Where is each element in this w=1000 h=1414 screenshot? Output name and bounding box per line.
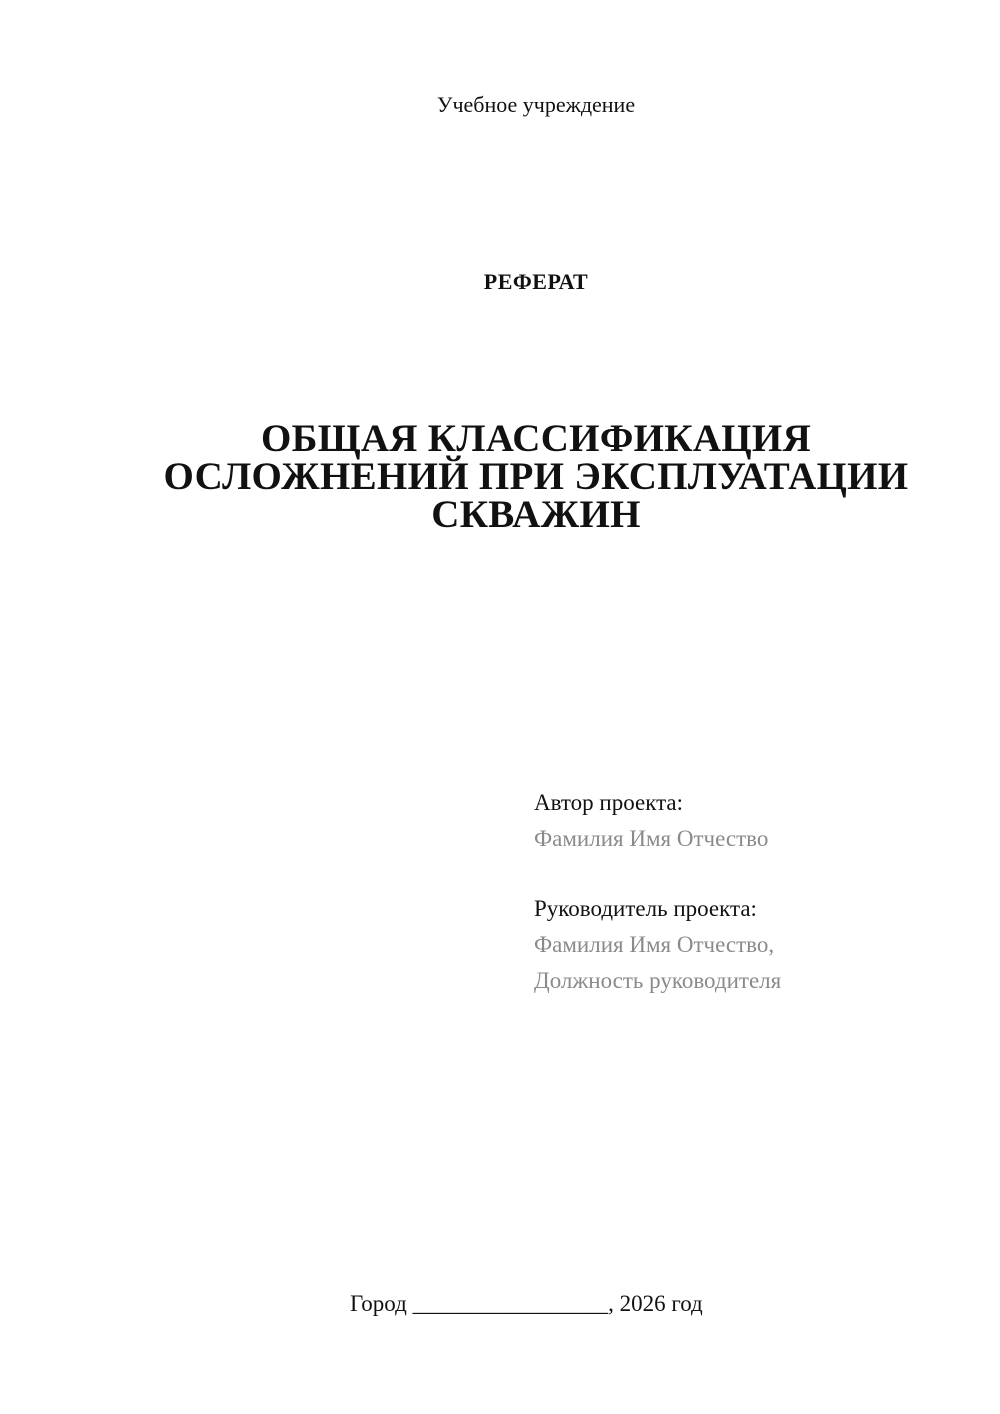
supervisor-position: Должность руководителя (534, 968, 782, 993)
document-type: РЕФЕРАТ (483, 269, 589, 294)
institution-name: Учебное учреждение (436, 92, 636, 117)
title-line: ОСЛОЖНЕНИЙ ПРИ ЭКСПЛУАТАЦИИ (163, 455, 909, 498)
year-text: , 2026 год (608, 1291, 703, 1316)
supervisor-label: Руководитель проекта: (534, 896, 757, 921)
supervisor-name: Фамилия Имя Отчество, (534, 932, 775, 957)
credits-block (534, 785, 974, 999)
document-title (0, 417, 1000, 536)
author-name: Фамилия Имя Отчество (534, 826, 769, 851)
city-label: Город (350, 1291, 407, 1316)
title-line: СКВАЖИН (431, 493, 641, 536)
city-blank: _________________ (412, 1291, 609, 1316)
city-year-line (350, 1288, 703, 1320)
title-line: ОБЩАЯ КЛАССИФИКАЦИЯ (260, 417, 812, 460)
author-label: Автор проекта: (534, 790, 683, 815)
credits-spacer (534, 857, 974, 891)
